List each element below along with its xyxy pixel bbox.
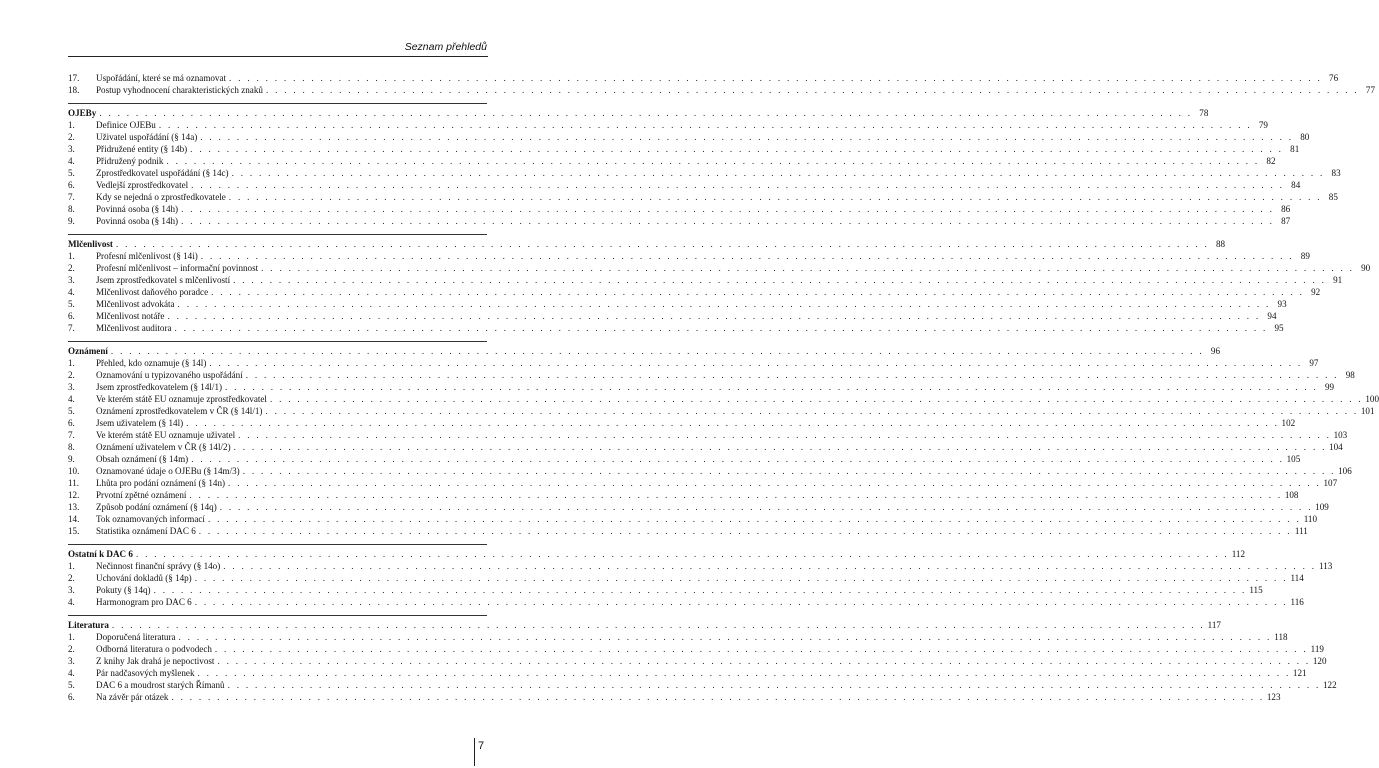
toc-entry-number: 7. xyxy=(68,323,75,333)
toc-entry-title: Harmonogram pro DAC 6 xyxy=(96,597,192,607)
dot-leader: . . . . . . . . . . . . . . . . . . . . . . . . . . . . . . . . . . . . . . . . . . . . . . . . . . . . . . . . . . . . . . . . . . . . . . . . . . . . . . . . . . . . . . . . . . . . . . . . . . . . . . . . . . . . . . . . . . . . . . . . xyxy=(190,144,1284,154)
toc-entry xyxy=(68,262,1371,274)
toc-entry-title: Definice OJEBu xyxy=(96,120,156,130)
toc-entry-number: 2. xyxy=(68,132,75,142)
toc-entry xyxy=(68,572,1304,584)
toc-page-number: 122 xyxy=(1322,680,1337,690)
toc-entry xyxy=(68,203,1291,215)
toc-entry xyxy=(68,429,1348,441)
toc-entry-number: 2. xyxy=(68,644,75,654)
toc-entry xyxy=(68,501,1329,513)
dot-leader: . . . . . . . . . . . . . . . . . . . . . . . . . . . . . . . . . . . . . . . . . . . . . . . . . . . . . . . . . . . . . . . . . . . . . . . . . . . . . . . . . . . . . . . . . . . . . . . . . . . . . . . . . . . . . . . . . . . . . . . . xyxy=(135,549,1229,559)
toc-entry-title: Oznamování u typizovaného uspořádání xyxy=(96,370,243,380)
toc-page-number: 109 xyxy=(1315,502,1329,512)
dot-leader: . . . . . . . . . . . . . . . . . . . . . . . . . . . . . . . . . . . . . . . . . . . . . . . . . . . . . . . . . . . . . . . . . . . . . . . . . . . . . . . . . . . . . . . . . . . . . . . . . . . . . . . . . . . . . . . . . . . . . . . . xyxy=(177,299,1271,309)
toc-section xyxy=(68,615,1337,703)
toc-entry-title: Jsem zprostředkovatel s mlčenlivostí xyxy=(96,275,231,285)
dot-leader: . . . . . . . . . . . . . . . . . . . . . . . . . . . . . . . . . . . . . . . . . . . . . . . . . . . . . . . . . . . . . . . . . . . . . . . . . . . . . . . . . . . . . . . . . . . . . . . . . . . . . . . . . . . . . . . . . . . . . . . . xyxy=(167,311,1261,321)
toc-entry xyxy=(68,167,1341,179)
toc-entry-number: 2. xyxy=(68,263,75,273)
toc-section-title: Oznámení xyxy=(68,346,108,356)
toc-entry-number: 4. xyxy=(68,156,75,166)
toc-entry xyxy=(68,72,1339,84)
toc-page-number: 97 xyxy=(1309,358,1319,368)
toc-entry xyxy=(68,679,1337,691)
dot-leader: . . . . . . . . . . . . . . . . . . . . . . . . . . . . . . . . . . . . . . . . . . . . . . . . . . . . . . . . . . . . . . . . . . . . . . . . . . . . . . . . . . . . . . . . . . . . . . . . . . . . . . . . . . . . . . . . . . . . . . . . xyxy=(228,478,1322,488)
toc-entry xyxy=(68,417,1296,429)
dot-leader: . . . . . . . . . . . . . . . . . . . . . . . . . . . . . . . . . . . . . . . . . . . . . . . . . . . . . . . . . . . . . . . . . . . . . . . . . . . . . . . . . . . . . . . . . . . . . . . . . . . . . . . . . . . . . . . . . . . . . . . . xyxy=(158,120,1252,130)
toc-page-number: 85 xyxy=(1328,192,1338,202)
toc-entry-title: Mlčenlivost advokáta xyxy=(96,299,175,309)
toc-entry-number: 3. xyxy=(68,656,75,666)
toc-entry-number: 11. xyxy=(68,478,80,488)
footer-rule xyxy=(474,738,475,766)
toc-entry-number: 3. xyxy=(68,144,75,154)
toc-entry-number: 6. xyxy=(68,180,75,190)
toc-entry xyxy=(68,489,1299,501)
toc-entry-number: 6. xyxy=(68,418,75,428)
toc-entry-number: 1. xyxy=(68,358,75,368)
dot-leader: . . . . . . . . . . . . . . . . . . . . . . . . . . . . . . . . . . . . . . . . . . . . . . . . . . . . . . . . . . . . . . . . . . . . . . . . . . . . . . . . . . . . . . . . . . . . . . . . . . . . . . . . . . . . . . . . . . . . . . . . xyxy=(171,692,1265,702)
toc-page-number: 86 xyxy=(1281,204,1291,214)
toc-page-number: 110 xyxy=(1303,514,1318,524)
toc-entry-number: 3. xyxy=(68,382,75,392)
toc-entry-number: 15. xyxy=(68,526,80,536)
toc-section-title: OJEBy xyxy=(68,108,97,118)
toc-entry xyxy=(68,631,1288,643)
toc-page-number: 98 xyxy=(1345,370,1355,380)
toc-entry-title: Přidružené entity (§ 14b) xyxy=(96,144,188,154)
toc-entry-number: 7. xyxy=(68,430,75,440)
dot-leader: . . . . . . . . . . . . . . . . . . . . . . . . . . . . . . . . . . . . . . . . . . . . . . . . . . . . . . . . . . . . . . . . . . . . . . . . . . . . . . . . . . . . . . . . . . . . . . . . . . . . . . . . . . . . . . . . . . . . . . . . xyxy=(233,275,1327,285)
dot-leader: . . . . . . . . . . . . . . . . . . . . . . . . . . . . . . . . . . . . . . . . . . . . . . . . . . . . . . . . . . . . . . . . . . . . . . . . . . . . . . . . . . . . . . . . . . . . . . . . . . . . . . . . . . . . . . . . . . . . . . . . xyxy=(214,644,1308,654)
toc-page-number: 89 xyxy=(1300,251,1310,261)
toc-page-number: 104 xyxy=(1329,442,1343,452)
toc-section xyxy=(68,234,1371,334)
toc-section xyxy=(68,341,1379,537)
toc-entry-number: 5. xyxy=(68,299,75,309)
toc-entry-title: Uspořádání, které se má oznamovat xyxy=(96,73,227,83)
toc-entry-title: Způsob podání oznámení (§ 14q) xyxy=(96,502,217,512)
toc-entry-number: 9. xyxy=(68,216,75,226)
toc-entry-number: 3. xyxy=(68,585,75,595)
toc-page-number: 78 xyxy=(1199,108,1209,118)
toc-entry xyxy=(68,310,1277,322)
toc-page-number: 116 xyxy=(1290,597,1304,607)
toc-entry-title: Pokuty (§ 14q) xyxy=(96,585,151,595)
dot-leader: . . . . . . . . . . . . . . . . . . . . . . . . . . . . . . . . . . . . . . . . . . . . . . . . . . . . . . . . . . . . . . . . . . . . . . . . . . . . . . . . . . . . . . . . . . . . . . . . . . . . . . . . . . . . . . . . . . . . . . . . xyxy=(111,620,1205,630)
dot-leader: . . . . . . . . . . . . . . . . . . . . . . . . . . . . . . . . . . . . . . . . . . . . . . . . . . . . . . . . . . . . . . . . . . . . . . . . . . . . . . . . . . . . . . . . . . . . . . . . . . . . . . . . . . . . . . . . . . . . . . . . xyxy=(198,526,1292,536)
toc-entry-number: 12. xyxy=(68,490,80,500)
toc-entry xyxy=(68,131,1310,143)
toc-entry-number: 2. xyxy=(68,370,75,380)
toc-page-number: 108 xyxy=(1284,490,1299,500)
toc-entry xyxy=(68,179,1301,191)
dot-leader: . . . . . . . . . . . . . . . . . . . . . . . . . . . . . . . . . . . . . . . . . . . . . . . . . . . . . . . . . . . . . . . . . . . . . . . . . . . . . . . . . . . . . . . . . . . . . . . . . . . . . . . . . . . . . . . . . . . . . . . . xyxy=(233,442,1327,452)
dot-leader: . . . . . . . . . . . . . . . . . . . . . . . . . . . . . . . . . . . . . . . . . . . . . . . . . . . . . . . . . . . . . . . . . . . . . . . . . . . . . . . . . . . . . . . . . . . . . . . . . . . . . . . . . . . . . . . . . . . . . . . . xyxy=(115,239,1210,249)
toc-entry xyxy=(68,643,1324,655)
toc-page-number: 115 xyxy=(1249,585,1263,595)
toc-entry-title: Profesní mlčenlivost (§ 14i) xyxy=(96,251,198,261)
toc-page-number: 88 xyxy=(1215,239,1226,249)
toc-entry-number: 6. xyxy=(68,311,75,321)
toc-entry-number: 1. xyxy=(68,120,75,130)
toc-page-number: 96 xyxy=(1210,346,1220,356)
toc-entry xyxy=(68,369,1355,381)
toc-entry-number: 6. xyxy=(68,692,75,702)
toc-entry-title: Tok oznamovaných informací xyxy=(96,514,205,524)
toc-entry-number: 17. xyxy=(68,73,80,83)
toc-entry-title: Doporučená literatura xyxy=(96,632,176,642)
toc-entry-number: 1. xyxy=(68,561,75,571)
toc-page-number: 119 xyxy=(1310,644,1324,654)
dot-leader: . . . . . . . . . . . . . . . . . . . . . . . . . . . . . . . . . . . . . . . . . . . . . . . . . . . . . . . . . . . . . . . . . . . . . . . . . . . . . . . . . . . . . . . . . . . . . . . . . . . . . . . . . . . . . . . . . . . . . . . . xyxy=(186,418,1280,428)
toc-entry xyxy=(68,250,1310,262)
toc-entry-title: Ve kterém státě EU oznamuje uživatel xyxy=(96,430,236,440)
dot-leader: . . . . . . . . . . . . . . . . . . . . . . . . . . . . . . . . . . . . . . . . . . . . . . . . . . . . . . . . . . . . . . . . . . . . . . . . . . . . . . . . . . . . . . . . . . . . . . . . . . . . . . . . . . . . . . . . . . . . . . . . xyxy=(194,573,1288,583)
toc-page-number: 111 xyxy=(1294,526,1308,536)
toc-entry-number: 5. xyxy=(68,406,75,416)
toc-entry xyxy=(68,143,1300,155)
dot-leader: . . . . . . . . . . . . . . . . . . . . . . . . . . . . . . . . . . . . . . . . . . . . . . . . . . . . . . . . . . . . . . . . . . . . . . . . . . . . . . . . . . . . . . . . . . . . . . . . . . . . . . . . . . . . . . . . . . . . . . . . xyxy=(178,632,1272,642)
toc-entry xyxy=(68,215,1291,227)
toc-page-number: 106 xyxy=(1338,466,1352,476)
toc-entry-title: Odborná literatura o podvodech xyxy=(96,644,212,654)
toc-entry xyxy=(68,393,1379,405)
toc-page-number: 121 xyxy=(1292,668,1307,678)
toc-entry-title: Mlčenlivost daňového poradce xyxy=(96,287,209,297)
toc-entry xyxy=(68,596,1304,608)
toc-entry-number: 4. xyxy=(68,394,75,404)
dot-leader: . . . . . . . . . . . . . . . . . . . . . . . . . . . . . . . . . . . . . . . . . . . . . . . . . . . . . . . . . . . . . . . . . . . . . . . . . . . . . . . . . . . . . . . . . . . . . . . . . . . . . . . . . . . . . . . . . . . . . . . . xyxy=(265,406,1359,416)
toc-entry-title: Přehled, kdo oznamuje (§ 14l) xyxy=(96,358,207,368)
dot-leader: . . . . . . . . . . . . . . . . . . . . . . . . . . . . . . . . . . . . . . . . . . . . . . . . . . . . . . . . . . . . . . . . . . . . . . . . . . . . . . . . . . . . . . . . . . . . . . . . . . . . . . . . . . . . . . . . . . . . . . . . xyxy=(225,382,1319,392)
dot-leader: . . . . . . . . . . . . . . . . . . . . . . . . . . . . . . . . . . . . . . . . . . . . . . . . . . . . . . . . . . . . . . . . . . . . . . . . . . . . . . . . . . . . . . . . . . . . . . . . . . . . . . . . . . . . . . . . . . . . . . . . xyxy=(211,287,1305,297)
toc-section-title: Mlčenlivost xyxy=(68,239,113,249)
toc-entry-number: 1. xyxy=(68,632,75,642)
toc-page-number: 76 xyxy=(1329,73,1339,83)
toc-entry-title: Uživatel uspořádání (§ 14a) xyxy=(96,132,198,142)
toc-page-number: 113 xyxy=(1319,561,1333,571)
toc-page-number: 81 xyxy=(1290,144,1300,154)
dot-leader: . . . . . . . . . . . . . . . . . . . . . . . . . . . . . . . . . . . . . . . . . . . . . . . . . . . . . . . . . . . . . . . . . . . . . . . . . . . . . . . . . . . . . . . . . . . . . . . . . . . . . . . . . . . . . . . . . . . . . . . . xyxy=(194,597,1288,607)
toc-entry xyxy=(68,525,1308,537)
header-rule xyxy=(68,56,488,57)
toc-page-number: 92 xyxy=(1311,287,1321,297)
toc-entry xyxy=(68,453,1301,465)
toc-entry-title: Nečinnost finanční správy (§ 14o) xyxy=(96,561,221,571)
toc-page-number: 94 xyxy=(1267,311,1277,321)
toc-entry-number: 4. xyxy=(68,597,75,607)
toc-page-number: 87 xyxy=(1281,216,1291,226)
toc-page-number: 105 xyxy=(1286,454,1301,464)
toc-entry-title: Jsem uživatelem (§ 14l) xyxy=(96,418,184,428)
toc-entry-title: Jsem zprostředkovatelem (§ 14l/1) xyxy=(96,382,223,392)
toc-entry-title: Oznámení zprostředkovatelem v ČR (§ 14l/1) xyxy=(96,406,263,416)
toc-section-heading xyxy=(68,107,1209,119)
toc-entry-number: 18. xyxy=(68,85,80,95)
dot-leader: . . . . . . . . . . . . . . . . . . . . . . . . . . . . . . . . . . . . . . . . . . . . . . . . . . . . . . . . . . . . . . . . . . . . . . . . . . . . . . . . . . . . . . . . . . . . . . . . . . . . . . . . . . . . . . . . . . . . . . . . xyxy=(219,502,1313,512)
toc-entry-title: Oznamované údaje o OJEBu (§ 14m/3) xyxy=(96,466,240,476)
toc-entry xyxy=(68,274,1343,286)
toc-entry-number: 10. xyxy=(68,466,80,476)
toc-page-number: 77 xyxy=(1365,85,1375,95)
toc-entry-title: Prvotní zpětné oznámení xyxy=(96,490,187,500)
dot-leader: . . . . . . . . . . . . . . . . . . . . . . . . . . . . . . . . . . . . . . . . . . . . . . . . . . . . . . . . . . . . . . . . . . . . . . . . . . . . . . . . . . . . . . . . . . . . . . . . . . . . . . . . . . . . . . . . . . . . . . . . xyxy=(200,251,1294,261)
dot-leader: . . . . . . . . . . . . . . . . . . . . . . . . . . . . . . . . . . . . . . . . . . . . . . . . . . . . . . . . . . . . . . . . . . . . . . . . . . . . . . . . . . . . . . . . . . . . . . . . . . . . . . . . . . . . . . . . . . . . . . . . xyxy=(261,263,1355,273)
toc-entry-title: Vedlejší zprostředkovatel xyxy=(96,180,189,190)
toc-page-number: 80 xyxy=(1300,132,1310,142)
dot-leader: . . . . . . . . . . . . . . . . . . . . . . . . . . . . . . . . . . . . . . . . . . . . . . . . . . . . . . . . . . . . . . . . . . . . . . . . . . . . . . . . . . . . . . . . . . . . . . . . . . . . . . . . . . . . . . . . . . . . . . . . xyxy=(228,192,1322,202)
toc-section xyxy=(68,72,1375,96)
toc-entry-number: 2. xyxy=(68,573,75,583)
toc-entry xyxy=(68,322,1284,334)
toc-section-heading xyxy=(68,238,1226,250)
toc-entry-title: Přidružený podnik xyxy=(96,156,164,166)
dot-leader: . . . . . . . . . . . . . . . . . . . . . . . . . . . . . . . . . . . . . . . . . . . . . . . . . . . . . . . . . . . . . . . . . . . . . . . . . . . . . . . . . . . . . . . . . . . . . . . . . . . . . . . . . . . . . . . . . . . . . . . . xyxy=(238,430,1332,440)
toc-section-heading xyxy=(68,548,1245,560)
toc-entry xyxy=(68,84,1375,96)
dot-leader: . . . . . . . . . . . . . . . . . . . . . . . . . . . . . . . . . . . . . . . . . . . . . . . . . . . . . . . . . . . . . . . . . . . . . . . . . . . . . . . . . . . . . . . . . . . . . . . . . . . . . . . . . . . . . . . . . . . . . . . . xyxy=(269,394,1364,404)
toc-section-heading xyxy=(68,619,1221,631)
toc-entry-number: 1. xyxy=(68,251,75,261)
dot-leader: . . . . . . . . . . . . . . . . . . . . . . . . . . . . . . . . . . . . . . . . . . . . . . . . . . . . . . . . . . . . . . . . . . . . . . . . . . . . . . . . . . . . . . . . . . . . . . . . . . . . . . . . . . . . . . . . . . . . . . . . xyxy=(223,561,1317,571)
dot-leader: . . . . . . . . . . . . . . . . . . . . . . . . . . . . . . . . . . . . . . . . . . . . . . . . . . . . . . . . . . . . . . . . . . . . . . . . . . . . . . . . . . . . . . . . . . . . . . . . . . . . . . . . . . . . . . . . . . . . . . . . xyxy=(231,168,1325,178)
toc-page-number: 82 xyxy=(1266,156,1276,166)
toc-entry-number: 5. xyxy=(68,680,75,690)
dot-leader: . . . . . . . . . . . . . . . . . . . . . . . . . . . . . . . . . . . . . . . . . . . . . . . . . . . . . . . . . . . . . . . . . . . . . . . . . . . . . . . . . . . . . . . . . . . . . . . . . . . . . . . . . . . . . . . . . . . . . . . . xyxy=(207,514,1302,524)
toc-page-number: 114 xyxy=(1290,573,1304,583)
toc-entry xyxy=(68,191,1338,203)
dot-leader: . . . . . . . . . . . . . . . . . . . . . . . . . . . . . . . . . . . . . . . . . . . . . . . . . . . . . . . . . . . . . . . . . . . . . . . . . . . . . . . . . . . . . . . . . . . . . . . . . . . . . . . . . . . . . . . . . . . . . . . . xyxy=(200,132,1294,142)
toc-entry-title: Profesní mlčenlivost – informační povinnost xyxy=(96,263,259,273)
toc-page-number: 93 xyxy=(1277,299,1287,309)
toc-entry xyxy=(68,584,1263,596)
toc-entry-title: Pár nadčasových myšlenek xyxy=(96,668,195,678)
running-head: Seznam přehledů xyxy=(404,41,487,53)
toc-page-number: 103 xyxy=(1333,430,1348,440)
toc-entry-title: Povinná osoba (§ 14h) xyxy=(96,216,179,226)
toc-entry xyxy=(68,119,1268,131)
toc-section-title: Literatura xyxy=(68,620,109,630)
dot-leader: . . . . . . . . . . . . . . . . . . . . . . . . . . . . . . . . . . . . . . . . . . . . . . . . . . . . . . . . . . . . . . . . . . . . . . . . . . . . . . . . . . . . . . . . . . . . . . . . . . . . . . . . . . . . . . . . . . . . . . . . xyxy=(166,156,1260,166)
table-of-contents xyxy=(68,72,1379,703)
toc-entry xyxy=(68,286,1321,298)
toc-entry-number: 13. xyxy=(68,502,80,512)
toc-section xyxy=(68,103,1341,227)
toc-entry-title: Ve kterém státě EU oznamuje zprostředkovatel xyxy=(96,394,267,404)
toc-entry xyxy=(68,667,1307,679)
toc-entry-title: Povinná osoba (§ 14h) xyxy=(96,204,179,214)
toc-entry-title: DAC 6 a moudrost starých Římanů xyxy=(96,680,225,690)
toc-entry xyxy=(68,477,1338,489)
dot-leader: . . . . . . . . . . . . . . . . . . . . . . . . . . . . . . . . . . . . . . . . . . . . . . . . . . . . . . . . . . . . . . . . . . . . . . . . . . . . . . . . . . . . . . . . . . . . . . . . . . . . . . . . . . . . . . . . . . . . . . . . xyxy=(217,656,1311,666)
dot-leader: . . . . . . . . . . . . . . . . . . . . . . . . . . . . . . . . . . . . . . . . . . . . . . . . . . . . . . . . . . . . . . . . . . . . . . . . . . . . . . . . . . . . . . . . . . . . . . . . . . . . . . . . . . . . . . . . . . . . . . . . xyxy=(153,585,1247,595)
dot-leader: . . . . . . . . . . . . . . . . . . . . . . . . . . . . . . . . . . . . . . . . . . . . . . . . . . . . . . . . . . . . . . . . . . . . . . . . . . . . . . . . . . . . . . . . . . . . . . . . . . . . . . . . . . . . . . . . . . . . . . . . xyxy=(191,454,1285,464)
toc-entry xyxy=(68,381,1335,393)
toc-page-number: 100 xyxy=(1365,394,1379,404)
toc-section-title: Ostatní k DAC 6 xyxy=(68,549,133,559)
toc-page-number: 120 xyxy=(1312,656,1327,666)
toc-entry xyxy=(68,691,1281,703)
toc-entry-number: 14. xyxy=(68,514,80,524)
toc-entry-title: Statistika oznámení DAC 6 xyxy=(96,526,196,536)
toc-page-number: 84 xyxy=(1291,180,1301,190)
dot-leader: . . . . . . . . . . . . . . . . . . . . . . . . . . . . . . . . . . . . . . . . . . . . . . . . . . . . . . . . . . . . . . . . . . . . . . . . . . . . . . . . . . . . . . . . . . . . . . . . . . . . . . . . . . . . . . . . . . . . . . . . xyxy=(174,323,1268,333)
page-number: 7 xyxy=(478,740,485,752)
toc-entry xyxy=(68,155,1276,167)
toc-page-number: 79 xyxy=(1258,120,1268,130)
toc-entry xyxy=(68,513,1318,525)
toc-entry-title: Z knihy Jak drahá je nepoctivost xyxy=(96,656,215,666)
toc-entry-title: Mlčenlivost auditora xyxy=(96,323,172,333)
dot-leader: . . . . . . . . . . . . . . . . . . . . . . . . . . . . . . . . . . . . . . . . . . . . . . . . . . . . . . . . . . . . . . . . . . . . . . . . . . . . . . . . . . . . . . . . . . . . . . . . . . . . . . . . . . . . . . . . . . . . . . . . xyxy=(227,680,1321,690)
toc-section xyxy=(68,544,1333,608)
toc-entry-number: 3. xyxy=(68,275,75,285)
toc-page-number: 102 xyxy=(1281,418,1296,428)
dot-leader: . . . . . . . . . . . . . . . . . . . . . . . . . . . . . . . . . . . . . . . . . . . . . . . . . . . . . . . . . . . . . . . . . . . . . . . . . . . . . . . . . . . . . . . . . . . . . . . . . . . . . . . . . . . . . . . . . . . . . . . . xyxy=(99,108,1193,118)
toc-entry xyxy=(68,655,1327,667)
toc-entry-title: Na závěr pár otázek xyxy=(96,692,169,702)
toc-page-number: 112 xyxy=(1231,549,1245,559)
toc-entry-number: 4. xyxy=(68,287,75,297)
toc-entry-number: 5. xyxy=(68,168,75,178)
dot-leader: . . . . . . . . . . . . . . . . . . . . . . . . . . . . . . . . . . . . . . . . . . . . . . . . . . . . . . . . . . . . . . . . . . . . . . . . . . . . . . . . . . . . . . . . . . . . . . . . . . . . . . . . . . . . . . . . . . . . . . . . xyxy=(197,668,1291,678)
dot-leader: . . . . . . . . . . . . . . . . . . . . . . . . . . . . . . . . . . . . . . . . . . . . . . . . . . . . . . . . . . . . . . . . . . . . . . . . . . . . . . . . . . . . . . . . . . . . . . . . . . . . . . . . . . . . . . . . . . . . . . . . xyxy=(242,466,1336,476)
dot-leader: . . . . . . . . . . . . . . . . . . . . . . . . . . . . . . . . . . . . . . . . . . . . . . . . . . . . . . . . . . . . . . . . . . . . . . . . . . . . . . . . . . . . . . . . . . . . . . . . . . . . . . . . . . . . . . . . . . . . . . . . xyxy=(181,204,1275,214)
toc-entry-number: 8. xyxy=(68,204,75,214)
toc-entry-number: 7. xyxy=(68,192,75,202)
toc-page-number: 95 xyxy=(1274,323,1284,333)
dot-leader: . . . . . . . . . . . . . . . . . . . . . . . . . . . . . . . . . . . . . . . . . . . . . . . . . . . . . . . . . . . . . . . . . . . . . . . . . . . . . . . . . . . . . . . . . . . . . . . . . . . . . . . . . . . . . . . . . . . . . . . . xyxy=(191,180,1285,190)
toc-entry-number: 4. xyxy=(68,668,75,678)
toc-section-heading xyxy=(68,345,1220,357)
toc-page-number: 107 xyxy=(1323,478,1338,488)
toc-entry xyxy=(68,465,1352,477)
toc-entry-title: Kdy se nejedná o zprostředkovatele xyxy=(96,192,226,202)
toc-page-number: 83 xyxy=(1331,168,1341,178)
dot-leader: . . . . . . . . . . . . . . . . . . . . . . . . . . . . . . . . . . . . . . . . . . . . . . . . . . . . . . . . . . . . . . . . . . . . . . . . . . . . . . . . . . . . . . . . . . . . . . . . . . . . . . . . . . . . . . . . . . . . . . . . xyxy=(209,358,1303,368)
dot-leader: . . . . . . . . . . . . . . . . . . . . . . . . . . . . . . . . . . . . . . . . . . . . . . . . . . . . . . . . . . . . . . . . . . . . . . . . . . . . . . . . . . . . . . . . . . . . . . . . . . . . . . . . . . . . . . . . . . . . . . . . xyxy=(110,346,1204,356)
toc-entry-title: Oznámení uživatelem v ČR (§ 14l/2) xyxy=(96,442,231,452)
dot-leader: . . . . . . . . . . . . . . . . . . . . . . . . . . . . . . . . . . . . . . . . . . . . . . . . . . . . . . . . . . . . . . . . . . . . . . . . . . . . . . . . . . . . . . . . . . . . . . . . . . . . . . . . . . . . . . . . . . . . . . . . xyxy=(189,490,1283,500)
toc-entry xyxy=(68,357,1319,369)
toc-entry-title: Mlčenlivost notáře xyxy=(96,311,165,321)
toc-entry-title: Postup vyhodnocení charakteristických znaků xyxy=(96,85,263,95)
toc-entry-title: Lhůta pro podání oznámení (§ 14n) xyxy=(96,478,226,488)
toc-entry-number: 8. xyxy=(68,442,75,452)
toc-page-number: 117 xyxy=(1207,620,1221,630)
toc-page-number: 118 xyxy=(1274,632,1288,642)
toc-page-number: 91 xyxy=(1333,275,1343,285)
toc-page-number: 99 xyxy=(1325,382,1335,392)
toc-entry xyxy=(68,405,1375,417)
toc-entry-title: Zprostředkovatel uspořádání (§ 14c) xyxy=(96,168,229,178)
dot-leader: . . . . . . . . . . . . . . . . . . . . . . . . . . . . . . . . . . . . . . . . . . . . . . . . . . . . . . . . . . . . . . . . . . . . . . . . . . . . . . . . . . . . . . . . . . . . . . . . . . . . . . . . . . . . . . . . . . . . . . . . xyxy=(245,370,1339,380)
toc-entry xyxy=(68,441,1343,453)
dot-leader: . . . . . . . . . . . . . . . . . . . . . . . . . . . . . . . . . . . . . . . . . . . . . . . . . . . . . . . . . . . . . . . . . . . . . . . . . . . . . . . . . . . . . . . . . . . . . . . . . . . . . . . . . . . . . . . . . . . . . . . . xyxy=(229,73,1323,83)
toc-page-number: 90 xyxy=(1361,263,1371,273)
dot-leader: . . . . . . . . . . . . . . . . . . . . . . . . . . . . . . . . . . . . . . . . . . . . . . . . . . . . . . . . . . . . . . . . . . . . . . . . . . . . . . . . . . . . . . . . . . . . . . . . . . . . . . . . . . . . . . . . . . . . . . . . xyxy=(181,216,1275,226)
toc-entry-title: Obsah oznámení (§ 14m) xyxy=(96,454,189,464)
toc-entry-title: Uchování dokladů (§ 14p) xyxy=(96,573,192,583)
toc-page-number: 123 xyxy=(1266,692,1281,702)
dot-leader: . . . . . . . . . . . . . . . . . . . . . . . . . . . . . . . . . . . . . . . . . . . . . . . . . . . . . . . . . . . . . . . . . . . . . . . . . . . . . . . . . . . . . . . . . . . . . . . . . . . . . . . . . . . . . . . . . . . . . . . . xyxy=(265,85,1359,95)
toc-entry-number: 9. xyxy=(68,454,75,464)
toc-entry xyxy=(68,560,1333,572)
toc-page-number: 101 xyxy=(1360,406,1375,416)
toc-entry xyxy=(68,298,1287,310)
